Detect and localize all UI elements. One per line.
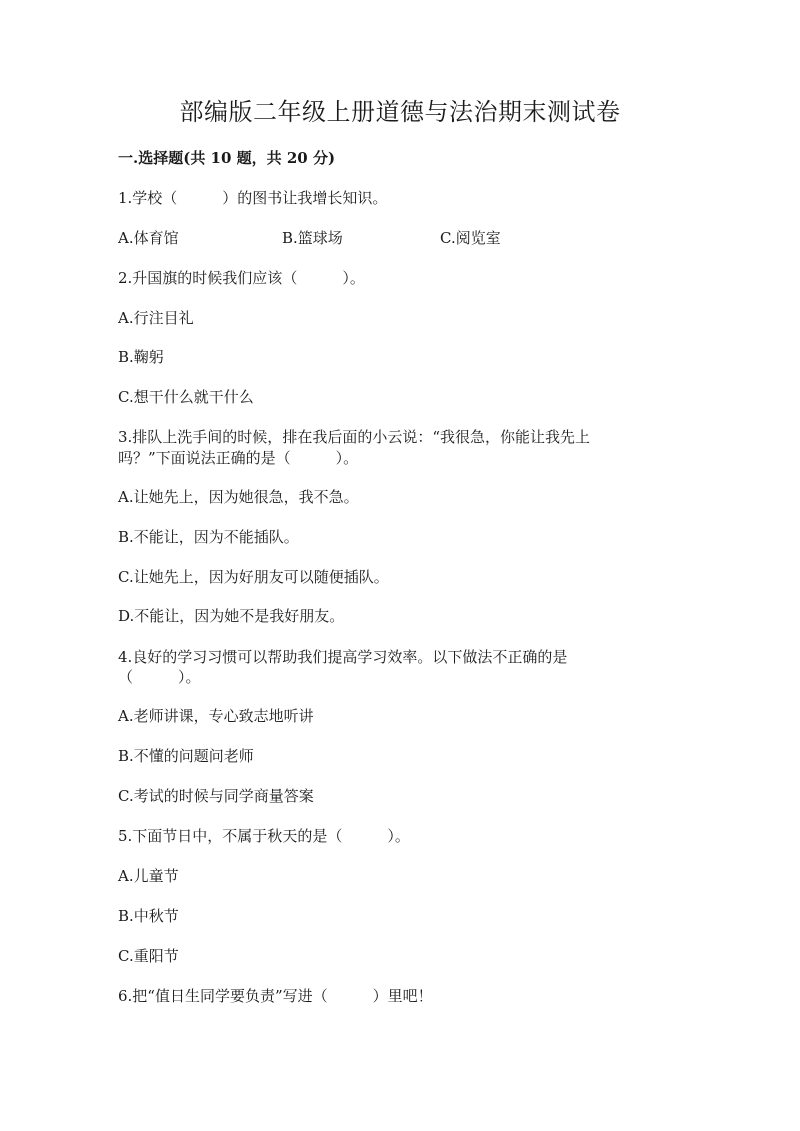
question-6-stem: 6.把“值日生同学要负责”写进（ ）里吧！ (118, 987, 433, 1005)
question-3-option-a: A.让她先上，因为她很急，我不急。 (118, 488, 359, 506)
question-3-stem-line-1: 3.排队上洗手间的时候，排在我后面的小云说：“我很急，你能让我先上 (118, 428, 590, 446)
question-4-option-b: B.不懂的问题问老师 (118, 747, 254, 765)
question-1-option-a: A.体育馆 (118, 229, 179, 247)
question-2-option-b: B.鞠躬 (118, 348, 164, 366)
question-5-option-c: C.重阳节 (118, 947, 179, 965)
question-2-option-c: C.想干什么就干什么 (118, 388, 254, 406)
question-1-option-c: C.阅览室 (440, 229, 501, 247)
question-2-option-a: A.行注目礼 (118, 309, 194, 327)
question-3-stem-line-2: 吗？”下面说法正确的是（ ）。 (118, 449, 359, 467)
question-5-option-a: A.儿童节 (118, 867, 179, 885)
question-3-option-d: D.不能让，因为她不是我好朋友。 (118, 607, 345, 625)
question-3-option-b: B.不能让，因为不能插队。 (118, 528, 299, 546)
question-4-option-c: C.考试的时候与同学商量答案 (118, 787, 314, 805)
question-4-option-a: A.老师讲课，专心致志地听讲 (118, 707, 314, 725)
question-1-stem: 1.学校（ ）的图书让我增长知识。 (118, 189, 388, 207)
section-heading: 一.选择题(共 10 题，共 20 分) (118, 149, 336, 167)
question-1-option-b: B.篮球场 (282, 229, 343, 247)
question-3-option-c: C.让她先上，因为好朋友可以随便插队。 (118, 568, 389, 586)
question-5-option-b: B.中秋节 (118, 907, 179, 925)
question-4-stem-line-1: 4.良好的学习习惯可以帮助我们提高学习效率。以下做法不正确的是 (118, 648, 568, 666)
page-title: 部编版二年级上册道德与法治期末测试卷 (179, 98, 621, 126)
question-5-stem: 5.下面节日中，不属于秋天的是（ ）。 (118, 827, 410, 845)
question-2-stem: 2.升国旗的时候我们应该（ ）。 (118, 269, 365, 287)
question-4-stem-line-2: （ ）。 (118, 668, 201, 686)
